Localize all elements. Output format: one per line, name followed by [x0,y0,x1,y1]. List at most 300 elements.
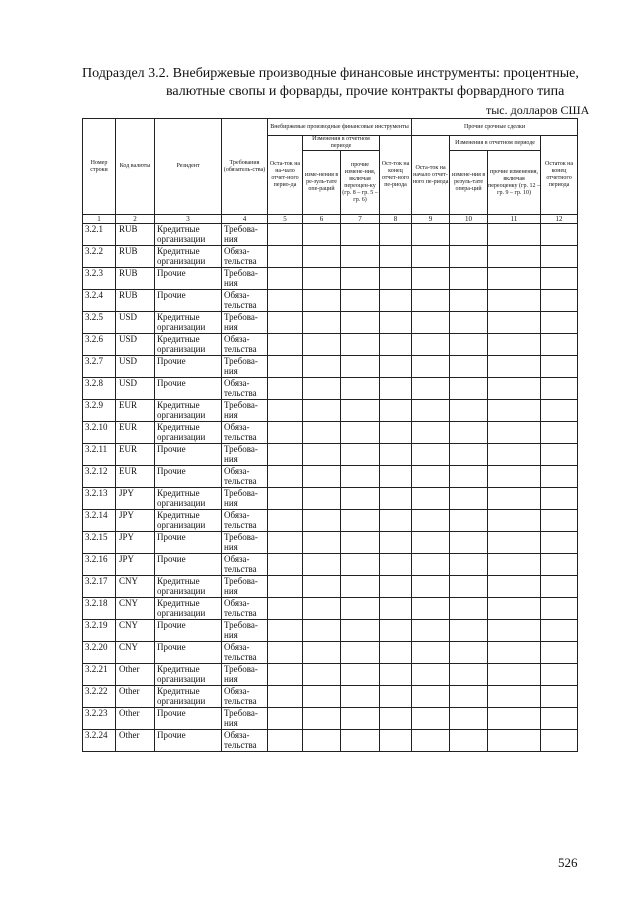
header-claims: Требования (обязатель-ства) [222,119,268,215]
value-cell [450,400,488,422]
table-row [83,598,578,620]
claim-type-cell: Обяза-тельства [222,686,268,708]
value-cell [541,598,578,620]
claim-type-cell: Требова-ния [222,268,268,290]
value-cell [450,488,488,510]
value-cell [341,532,380,554]
resident-cell: Прочие [155,466,222,488]
value-cell [268,356,303,378]
resident-cell: Кредитные организации [155,664,222,686]
currency-cell: Other [116,686,155,708]
value-cell [488,422,541,444]
value-cell [450,224,488,246]
claim-type-cell: Требова-ния [222,444,268,466]
claim-type-cell: Обяза-тельства [222,466,268,488]
value-cell [450,730,488,752]
column-number: 5 [268,215,303,224]
value-cell [541,576,578,598]
currency-cell: JPY [116,510,155,532]
resident-cell: Кредитные организации [155,334,222,356]
value-cell [488,356,541,378]
value-cell [268,444,303,466]
value-cell [412,356,450,378]
table-row [83,730,578,752]
column-number: 8 [380,215,412,224]
currency-cell: JPY [116,554,155,576]
value-cell [541,730,578,752]
row-number-cell: 3.2.14 [83,510,116,532]
resident-cell: Прочие [155,268,222,290]
row-number-cell: 3.2.16 [83,554,116,576]
value-cell [380,466,412,488]
value-cell [488,532,541,554]
value-cell [412,554,450,576]
value-cell [268,466,303,488]
table-row [83,268,578,290]
value-cell [303,488,341,510]
header-forward-group: Прочие срочные сделки [412,119,578,136]
row-number-cell: 3.2.15 [83,532,116,554]
table-row [83,620,578,642]
header-resident: Резидент [155,119,222,215]
value-cell [488,488,541,510]
resident-cell: Прочие [155,356,222,378]
value-cell [268,246,303,268]
column-number: 6 [303,215,341,224]
value-cell [380,334,412,356]
value-cell [341,620,380,642]
value-cell [380,290,412,312]
value-cell [488,444,541,466]
header-otc-group: Внебиржевые производные финансовые инструменты [268,119,412,136]
header-fwd-other-changes: прочие изменения, включая переоценку (гр. 12 – гр. 9 – гр. 10) [488,151,541,215]
resident-cell: Прочие [155,532,222,554]
value-cell [450,664,488,686]
value-cell [488,466,541,488]
header-currency-code: Код валюты [116,119,155,215]
currency-cell: EUR [116,422,155,444]
resident-cell: Прочие [155,444,222,466]
resident-cell: Кредитные организации [155,312,222,334]
currency-cell: JPY [116,532,155,554]
claim-type-cell: Требова-ния [222,532,268,554]
value-cell [412,576,450,598]
value-cell [450,444,488,466]
column-number: 9 [412,215,450,224]
value-cell [303,598,341,620]
table-row [83,400,578,422]
currency-cell: Other [116,664,155,686]
row-number-cell: 3.2.5 [83,312,116,334]
value-cell [380,664,412,686]
value-cell [488,642,541,664]
row-number-cell: 3.2.9 [83,400,116,422]
value-cell [488,312,541,334]
currency-cell: USD [116,356,155,378]
row-number-cell: 3.2.10 [83,422,116,444]
row-number-cell: 3.2.2 [83,246,116,268]
row-number-cell: 3.2.20 [83,642,116,664]
value-cell [341,400,380,422]
row-number-cell: 3.2.19 [83,620,116,642]
claim-type-cell: Требова-ния [222,356,268,378]
value-cell [541,378,578,400]
row-number-cell: 3.2.13 [83,488,116,510]
value-cell [412,532,450,554]
row-number-cell: 3.2.24 [83,730,116,752]
value-cell [412,510,450,532]
value-cell [488,554,541,576]
value-cell [412,664,450,686]
value-cell [488,510,541,532]
currency-cell: RUB [116,246,155,268]
row-number-cell: 3.2.1 [83,224,116,246]
resident-cell: Прочие [155,642,222,664]
row-number-cell: 3.2.7 [83,356,116,378]
column-number: 1 [83,215,116,224]
table-row [83,488,578,510]
value-cell [541,642,578,664]
value-cell [380,510,412,532]
value-cell [380,554,412,576]
resident-cell: Кредитные организации [155,246,222,268]
value-cell [488,576,541,598]
header-fwd-operations: измене-ния в резуль-тате опера-ций [450,151,488,215]
value-cell [303,378,341,400]
value-cell [450,466,488,488]
value-cell [268,686,303,708]
header-otc-changes: Изменения в отчетном периоде [303,136,380,151]
value-cell [541,686,578,708]
value-cell [268,268,303,290]
value-cell [268,576,303,598]
value-cell [341,730,380,752]
table-row [83,444,578,466]
value-cell [268,312,303,334]
currency-cell: EUR [116,466,155,488]
value-cell [450,598,488,620]
header-fwd-changes: Изменения в отчетном периоде [450,136,541,151]
value-cell [450,378,488,400]
row-number-cell: 3.2.17 [83,576,116,598]
resident-cell: Прочие [155,730,222,752]
value-cell [380,268,412,290]
currency-cell: RUB [116,290,155,312]
value-cell [341,554,380,576]
value-cell [541,510,578,532]
value-cell [268,510,303,532]
currency-cell: USD [116,334,155,356]
value-cell [341,686,380,708]
value-cell [450,290,488,312]
value-cell [303,444,341,466]
value-cell [380,708,412,730]
value-cell [341,290,380,312]
value-cell [412,246,450,268]
table-row [83,312,578,334]
value-cell [303,400,341,422]
value-cell [412,620,450,642]
resident-cell: Прочие [155,290,222,312]
value-cell [380,312,412,334]
resident-cell: Кредитные организации [155,576,222,598]
value-cell [303,224,341,246]
value-cell [412,312,450,334]
section-title-line-2: валютные свопы и форварды, прочие контракты форвардного типа [166,84,565,99]
resident-cell: Кредитные организации [155,400,222,422]
value-cell [450,686,488,708]
resident-cell: Кредитные организации [155,224,222,246]
value-cell [380,576,412,598]
value-cell [412,598,450,620]
value-cell [541,422,578,444]
value-cell [303,334,341,356]
value-cell [303,730,341,752]
header-row-number: Номер строки [83,119,116,215]
table-row [83,466,578,488]
value-cell [268,664,303,686]
value-cell [541,532,578,554]
claim-type-cell: Требова-ния [222,488,268,510]
header-fwd-opening: Оста-ток на начало отчет-ного пе-риода [412,136,450,215]
value-cell [268,598,303,620]
value-cell [341,488,380,510]
resident-cell: Прочие [155,708,222,730]
value-cell [303,466,341,488]
value-cell [488,686,541,708]
value-cell [450,356,488,378]
header-otc-operations: изме-нения в ре-зуль-тате опе-раций [303,151,341,215]
table-row [83,422,578,444]
value-cell [341,444,380,466]
value-cell [450,554,488,576]
currency-cell: CNY [116,598,155,620]
claim-type-cell: Обяза-тельства [222,422,268,444]
value-cell [268,554,303,576]
currency-cell: CNY [116,642,155,664]
row-number-cell: 3.2.3 [83,268,116,290]
section-title-line-1: Подраздел 3.2. Внебиржевые производные финансовые инструменты: процентные, [82,66,579,81]
claim-type-cell: Обяза-тельства [222,246,268,268]
column-number: 12 [541,215,578,224]
currency-cell: USD [116,312,155,334]
value-cell [303,620,341,642]
value-cell [341,598,380,620]
claim-type-cell: Обяза-тельства [222,334,268,356]
value-cell [380,444,412,466]
resident-cell: Кредитные организации [155,598,222,620]
value-cell [268,334,303,356]
value-cell [541,488,578,510]
currency-cell: CNY [116,620,155,642]
value-cell [303,422,341,444]
currency-cell: RUB [116,268,155,290]
derivatives-table [82,118,578,752]
table-row [83,224,578,246]
row-number-cell: 3.2.18 [83,598,116,620]
value-cell [303,642,341,664]
value-cell [488,246,541,268]
currency-cell: USD [116,378,155,400]
value-cell [380,400,412,422]
currency-cell: Other [116,708,155,730]
value-cell [380,730,412,752]
value-cell [541,620,578,642]
value-cell [341,576,380,598]
value-cell [380,642,412,664]
value-cell [268,730,303,752]
value-cell [412,400,450,422]
value-cell [450,576,488,598]
value-cell [341,312,380,334]
value-cell [268,708,303,730]
value-cell [303,686,341,708]
claim-type-cell: Обяза-тельства [222,730,268,752]
value-cell [380,598,412,620]
claim-type-cell: Обяза-тельства [222,642,268,664]
value-cell [303,554,341,576]
table-row [83,290,578,312]
value-cell [450,642,488,664]
table-row [83,334,578,356]
value-cell [268,488,303,510]
value-cell [450,620,488,642]
value-cell [303,356,341,378]
value-cell [541,400,578,422]
currency-cell: RUB [116,224,155,246]
value-cell [303,510,341,532]
value-cell [541,290,578,312]
value-cell [303,312,341,334]
column-number: 10 [450,215,488,224]
value-cell [541,444,578,466]
value-cell [412,466,450,488]
value-cell [380,356,412,378]
value-cell [450,510,488,532]
value-cell [412,422,450,444]
currency-cell: JPY [116,488,155,510]
column-number: 7 [341,215,380,224]
value-cell [380,246,412,268]
claim-type-cell: Требова-ния [222,400,268,422]
table-row [83,378,578,400]
value-cell [541,334,578,356]
value-cell [268,532,303,554]
value-cell [488,708,541,730]
value-cell [450,532,488,554]
value-cell [341,510,380,532]
value-cell [380,686,412,708]
value-cell [380,422,412,444]
value-cell [450,708,488,730]
value-cell [268,642,303,664]
value-cell [380,532,412,554]
value-cell [488,224,541,246]
table-row [83,686,578,708]
column-number: 3 [155,215,222,224]
value-cell [341,334,380,356]
units-label: тыс. долларов США [486,103,590,117]
value-cell [450,246,488,268]
claim-type-cell: Требова-ния [222,664,268,686]
table-row [83,510,578,532]
value-cell [488,620,541,642]
resident-cell: Кредитные организации [155,488,222,510]
value-cell [541,224,578,246]
value-cell [341,466,380,488]
row-number-cell: 3.2.12 [83,466,116,488]
column-number: 11 [488,215,541,224]
row-number-cell: 3.2.6 [83,334,116,356]
value-cell [412,488,450,510]
column-number: 4 [222,215,268,224]
currency-cell: CNY [116,576,155,598]
currency-cell: EUR [116,400,155,422]
value-cell [450,334,488,356]
value-cell [341,708,380,730]
column-number: 2 [116,215,155,224]
value-cell [303,268,341,290]
currency-cell: Other [116,730,155,752]
value-cell [412,708,450,730]
table-row [83,356,578,378]
value-cell [303,532,341,554]
value-cell [341,422,380,444]
claim-type-cell: Обяза-тельства [222,598,268,620]
claim-type-cell: Требова-ния [222,708,268,730]
resident-cell: Кредитные организации [155,510,222,532]
value-cell [268,378,303,400]
value-cell [268,224,303,246]
value-cell [341,246,380,268]
row-number-cell: 3.2.8 [83,378,116,400]
value-cell [450,312,488,334]
value-cell [268,400,303,422]
row-number-cell: 3.2.11 [83,444,116,466]
value-cell [488,268,541,290]
value-cell [541,312,578,334]
claim-type-cell: Обяза-тельства [222,554,268,576]
value-cell [380,488,412,510]
table-body [83,224,578,752]
value-cell [341,642,380,664]
value-cell [541,356,578,378]
value-cell [541,246,578,268]
claim-type-cell: Требова-ния [222,312,268,334]
table-row [83,554,578,576]
header-otc-other-changes: прочие измене-ния, включая переоцен-ку (гр. 8 – гр. 5 – гр. 6) [341,151,380,215]
table-row [83,576,578,598]
value-cell [488,730,541,752]
row-number-cell: 3.2.21 [83,664,116,686]
value-cell [268,422,303,444]
row-number-cell: 3.2.22 [83,686,116,708]
claim-type-cell: Обяза-тельства [222,290,268,312]
value-cell [488,598,541,620]
value-cell [541,664,578,686]
value-cell [341,356,380,378]
value-cell [412,268,450,290]
header-otc-closing: Ост-ток на конец отчет-ного пе-риода [380,136,412,215]
value-cell [268,620,303,642]
value-cell [541,554,578,576]
column-number-row [83,215,578,224]
value-cell [450,268,488,290]
resident-cell: Кредитные организации [155,422,222,444]
value-cell [541,708,578,730]
value-cell [488,378,541,400]
claim-type-cell: Обяза-тельства [222,510,268,532]
